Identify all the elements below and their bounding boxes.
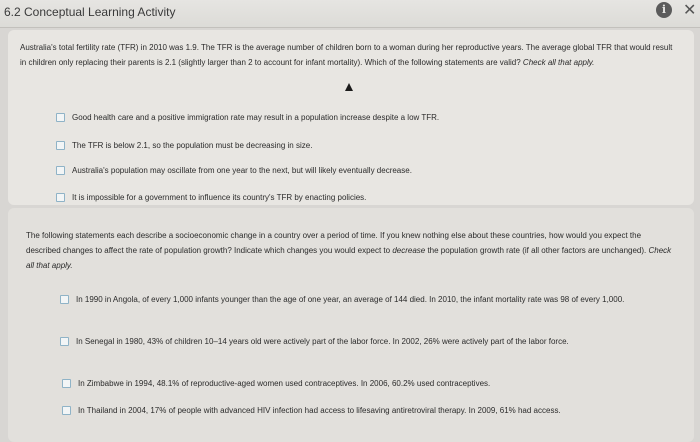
- q2-option-4-checkbox[interactable]: [62, 406, 71, 415]
- title-bar: [0, 0, 700, 28]
- question-2-prompt-text-b: the population growth rate (if all other factors are unchanged).: [425, 246, 649, 255]
- q1-option-3-checkbox[interactable]: [56, 166, 65, 175]
- q2-option-4[interactable]: [62, 403, 662, 418]
- q1-option-3[interactable]: [56, 163, 412, 178]
- question-2-prompt-emphasis: decrease: [392, 246, 426, 255]
- question-1-prompt: [20, 40, 680, 70]
- q1-option-4-label: It is impossible for a government to influence its country's TFR by enacting policies.: [72, 193, 367, 202]
- window-title: 6.2 Conceptual Learning Activity: [4, 5, 176, 19]
- q1-option-1-checkbox[interactable]: [56, 113, 65, 122]
- q1-option-2[interactable]: [56, 138, 312, 153]
- q2-option-2[interactable]: [60, 334, 660, 349]
- question-2-prompt: [26, 228, 676, 273]
- q1-option-3-label: Australia's population may oscillate from one year to the next, but will likely eventually decrease.: [72, 166, 412, 175]
- question-1-instruction: Check all that apply.: [522, 58, 595, 67]
- info-icon[interactable]: i: [656, 2, 672, 18]
- q1-option-1-label: Good health care and a positive immigration rate may result in a population increase despite a low TFR.: [72, 113, 440, 122]
- q1-option-2-label: The TFR is below 2.1, so the population must be decreasing in size.: [72, 141, 313, 150]
- question-2-prompt-text-a: The following statements each describe a socioeconomic change in a country over a period of time. If you knew nothing else about these countries, how would you expect the described changes to affect the rate of population growth? Indicate which changes you would expect to: [26, 231, 642, 255]
- q1-option-2-checkbox[interactable]: [56, 141, 65, 150]
- q2-option-3[interactable]: [62, 376, 662, 391]
- question-2-instruction: Check all that apply.: [26, 246, 672, 270]
- q2-option-1[interactable]: [60, 292, 660, 307]
- q2-option-2-checkbox[interactable]: [60, 337, 69, 346]
- q2-option-2-label: In Senegal in 1980, 43% of children 10–14 years old were actively part of the labor force. In 2002, 26% were actively part of the labor force.: [76, 337, 569, 346]
- q2-option-3-label: In Zimbabwe in 1994, 48.1% of reproductive-aged women used contraceptives. In 2006, 60.2% used contraceptives.: [78, 379, 491, 388]
- q2-option-4-label: In Thailand in 2004, 17% of people with advanced HIV infection had access to lifesaving antiretroviral therapy. In 2009, 61% had access.: [78, 406, 561, 415]
- mouse-cursor-icon: [345, 83, 353, 91]
- close-icon[interactable]: ✕: [683, 2, 697, 19]
- q2-option-1-label: In 1990 in Angola, of every 1,000 infants younger than the age of one year, an average of 144 died. In 2010, the infant mortality rate was 98 of every 1,000.: [76, 295, 625, 304]
- q2-option-3-checkbox[interactable]: [62, 379, 71, 388]
- q1-option-4-checkbox[interactable]: [56, 193, 65, 202]
- q1-option-4[interactable]: [56, 190, 366, 205]
- q1-option-1[interactable]: [56, 110, 439, 125]
- question-1-prompt-text: Australia's total fertility rate (TFR) in 2010 was 1.9. The TFR is the average number of children born to a woman during her reproductive years. The average global TFR that would result in children only replacing their parents is 2.1 (slightly larger than 2 to account for infant mortality). Which of the following statements are valid?: [20, 43, 673, 67]
- q2-option-1-checkbox[interactable]: [60, 295, 69, 304]
